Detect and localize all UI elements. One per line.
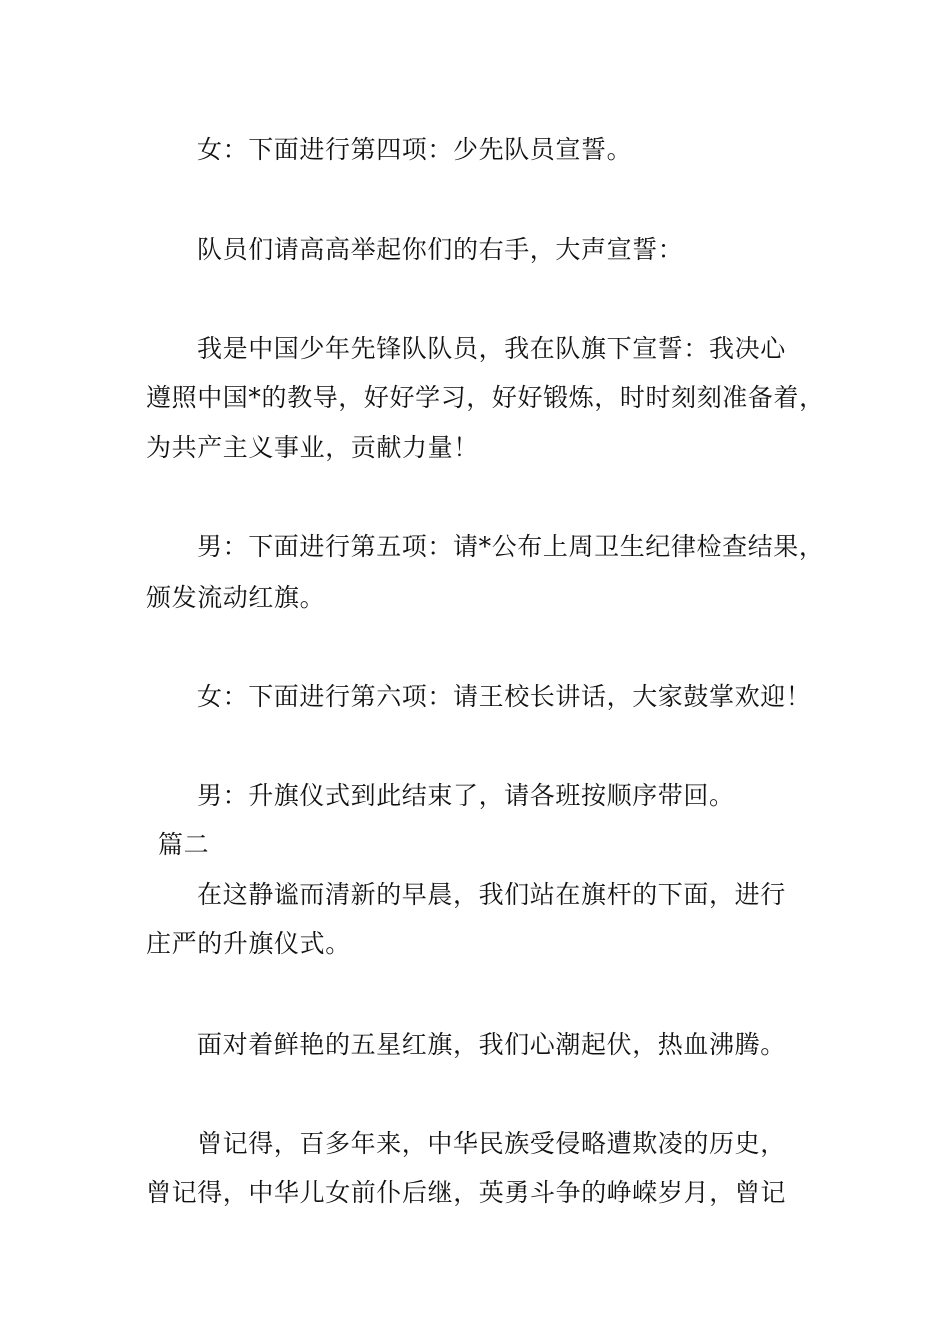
paragraph-line: 遵照中国*的教导，好好学习，好好锻炼，时时刻刻准备着， [146, 383, 825, 412]
section-heading: 篇二 [158, 830, 210, 859]
paragraph-line: 男：升旗仪式到此结束了，请各班按顺序带回。 [197, 781, 735, 810]
paragraph-line: 颁发流动红旗。 [146, 583, 326, 612]
paragraph-line: 男：下面进行第五项：请*公布上周卫生纪律检查结果， [197, 532, 825, 561]
paragraph-line: 女：下面进行第六项：请王校长讲话，大家鼓掌欢迎！ [197, 682, 812, 711]
paragraph-line: 女：下面进行第四项：少先队员宣誓。 [197, 135, 633, 164]
paragraph-line: 在这静谧而清新的早晨，我们站在旗杆的下面，进行 [197, 880, 786, 909]
paragraph-line: 曾记得，中华儿女前仆后继，英勇斗争的峥嵘岁月，曾记 [146, 1178, 787, 1207]
paragraph-line: 面对着鲜艳的五星红旗，我们心潮起伏，热血沸腾。 [197, 1030, 786, 1059]
paragraph-line: 我是中国少年先锋队队员，我在队旗下宣誓：我决心 [197, 334, 786, 363]
paragraph-line: 为共产主义事业，贡献力量！ [146, 433, 479, 462]
paragraph-line: 队员们请高高举起你们的右手，大声宣誓： [197, 235, 684, 264]
paragraph-line: 庄严的升旗仪式。 [146, 929, 351, 958]
paragraph-line: 曾记得，百多年来，中华民族受侵略遭欺凌的历史， [197, 1129, 786, 1158]
